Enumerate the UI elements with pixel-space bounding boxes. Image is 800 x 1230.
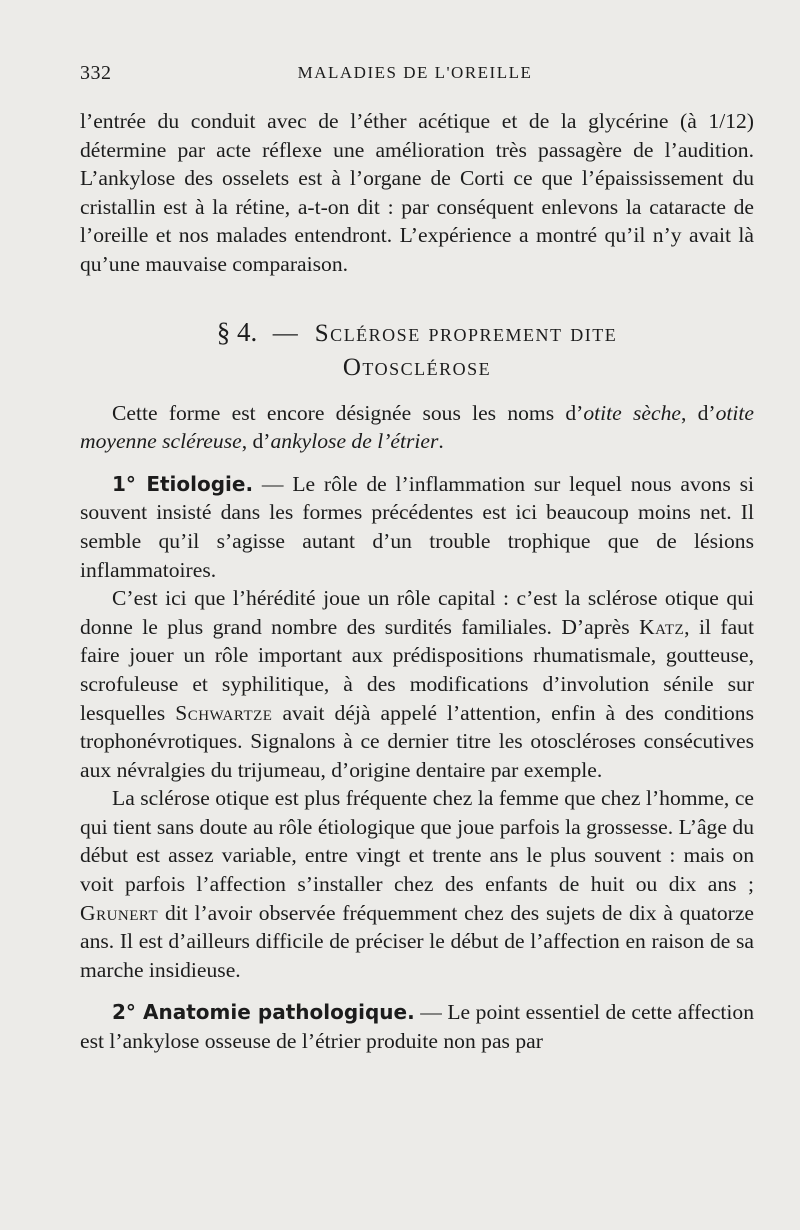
section-dash: — [272,319,300,347]
etiologie-text: — Le rôle de l’inflammation sur lequel nous avons si souvent insisté dans les formes précédentes est ici beaucoup moins net. Il semble qu’il s’agisse autant d’un trouble trophique que de lésions inflammatoires. [80,471,754,582]
anatomie-text: — Le point essentiel de cette affection est l’ankylose osseuse de l’étrier produite non pas par [80,1000,755,1054]
author-schwartze: Schwartze [175,700,273,725]
author-katz: Katz [639,614,685,639]
paragraph-synonyms [80,399,754,456]
author-grunert: Grunert [80,900,159,925]
synonym-prefix-3: d’ [252,429,271,454]
synonyms-end: . [438,429,444,454]
paragraph-cataract-comparison: l’entrée du conduit avec de l’éther acétique et de la glycérine (à 1/12) détermine par acte réflexe une amélioration très passagère de l’audition. L’ankylose des osselets est à l’organe de Corti ce que l’épaississement du cristallin est à la rétine, a-t-on dit : par conséquent enlevons la cataracte de l’oreille et nos malades entendront. L’expérience a montré qu’il n’y avait là qu’une mauvaise comparaison. [80,109,754,276]
paragraph-heredite [80,584,754,784]
heredite-text-1: C’est ici que l’hérédité joue un rôle capital : c’est la sclérose otique qui donne le plus grand nombre des surdités familiales. D’après [80,586,754,639]
subheading-etiologie: 1° Etiologie. [112,471,254,496]
synonym-otite-seche: otite sèche [583,400,681,425]
heredite-text-3: avait déjà appelé l’attention, enfin à des conditions trophonévrotiques. Signalons à ce dernier titre les otoscléroses consécutives aux névralgies du trijumeau, d’origine dentaire par exemple. [80,700,754,782]
synonym-sep-2: , [241,429,253,454]
paragraph-etiologie [80,470,754,584]
frequence-text-2: dit l’avoir observée fréquemment chez des sujets de dix à quatorze ans. Il est d’ailleurs difficile de préciser le début de l’affection en raison de sa marche insidieuse. [80,900,754,982]
page-body [80,107,754,1056]
synonym-ankylose: ankylose de l’étrier [270,429,439,454]
subheading-anatomie: 2° Anatomie pathologique. [112,1000,415,1025]
section-title: Sclérose proprement dite [314,319,618,347]
page-number: 332 [80,62,112,84]
section-subtitle: Otosclérose [342,353,492,381]
section-title-line [80,315,754,351]
paragraph-frequence [80,784,754,984]
synonym-sep-1: , [680,400,698,425]
synonym-prefix-1: d’ [565,400,584,425]
running-title: MALADIES DE L'OREILLE [297,63,533,82]
page-header [80,62,750,90]
section-number: § 4. [216,316,258,347]
synonym-prefix-2: d’ [697,400,716,425]
frequence-text-1: La sclérose otique est plus fréquente chez la femme que chez l’homme, ce qui tient sans doute au rôle étiologique que joue parfois la grossesse. L’âge du début est assez variable, entre vingt et trente ans le plus souvent : mais on voit parfois l’affection s’installer chez des enfants de huit ou dix ans ; [80,786,754,897]
paragraph-anatomie [80,998,754,1055]
section-heading [80,315,754,385]
heredite-text-2: , il faut faire jouer un rôle important aux prédispositions rhumatismale, goutteuse, scrofuleuse et syphilitique, à des modifications d’involution sénile sur lesquelles [80,614,754,725]
synonym-otite-moyenne: otite moyenne scléreuse [80,400,755,454]
synonyms-intro: Cette forme est encore désignée sous les noms [112,400,566,425]
